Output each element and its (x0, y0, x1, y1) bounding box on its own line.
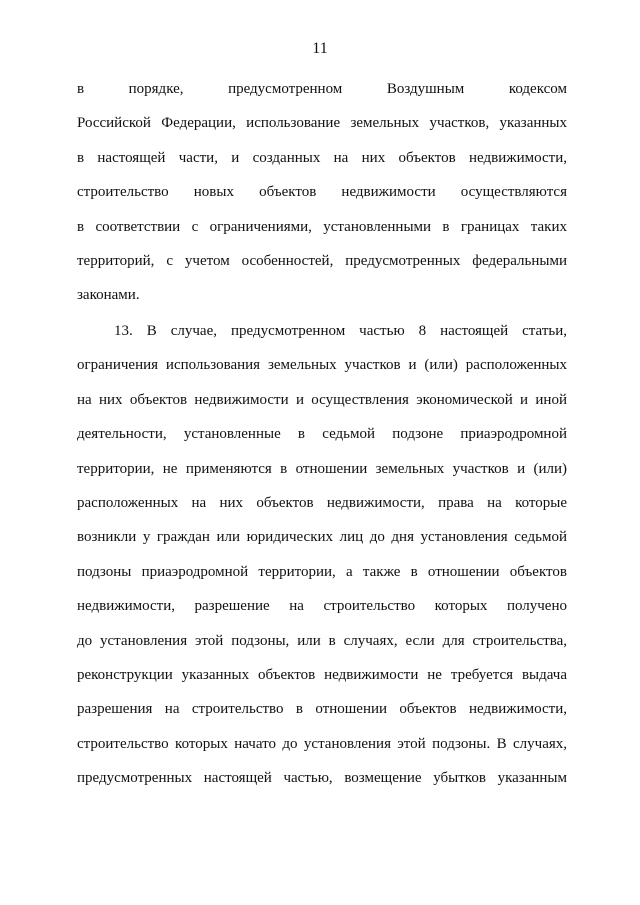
text-line: Российской Федерации, использование земельных участков, указанных (77, 115, 567, 132)
text-line: недвижимости, разрешение на строительство которых получено (77, 598, 567, 615)
text-line: законами. (77, 287, 140, 304)
text-line: территории, не применяются в отношении земельных участков и (или) (77, 460, 567, 477)
text-line: возникли у граждан или юридических лиц до дня установления седьмой (77, 529, 567, 546)
paragraph-13 (77, 314, 567, 795)
text-line: реконструкции указанных объектов недвижимости не требуется выдача (77, 666, 567, 683)
text-line: в соответствии с ограничениями, установленными в границах таких (77, 218, 567, 235)
text-line: ограничения использования земельных участков и (или) расположенных (77, 357, 567, 374)
page-number: 11 (312, 40, 328, 57)
text-line: расположенных на них объектов недвижимости, права на которые (77, 494, 567, 511)
text-line: до установления этой подзоны, или в случаях, если для строительства, (77, 632, 567, 649)
text-line: предусмотренных настоящей частью, возмещение убытков указанным (77, 770, 567, 787)
text-line: строительство новых объектов недвижимости осуществляются (77, 184, 567, 201)
text-line: деятельности, установленные в седьмой подзоне приаэродромной (77, 426, 567, 443)
text-line: в порядке, предусмотренном Воздушным кодексом (77, 81, 567, 97)
text-line: в настоящей части, и созданных на них объектов недвижимости, (77, 149, 567, 166)
text-line: разрешения на строительство в отношении объектов недвижимости, (77, 701, 567, 718)
text-line: 13. В случае, предусмотренном частью 8 настоящей статьи, (114, 323, 567, 339)
text-line: территорий, с учетом особенностей, предусмотренных федеральными (77, 252, 567, 269)
text-line: подзоны приаэродромной территории, а также в отношении объектов (77, 563, 567, 580)
text-line: на них объектов недвижимости и осуществления экономической и иной (77, 391, 567, 408)
paragraph-continuation (77, 72, 567, 313)
text-line: строительство которых начато до установления этой подзоны. В случаях, (77, 735, 567, 752)
